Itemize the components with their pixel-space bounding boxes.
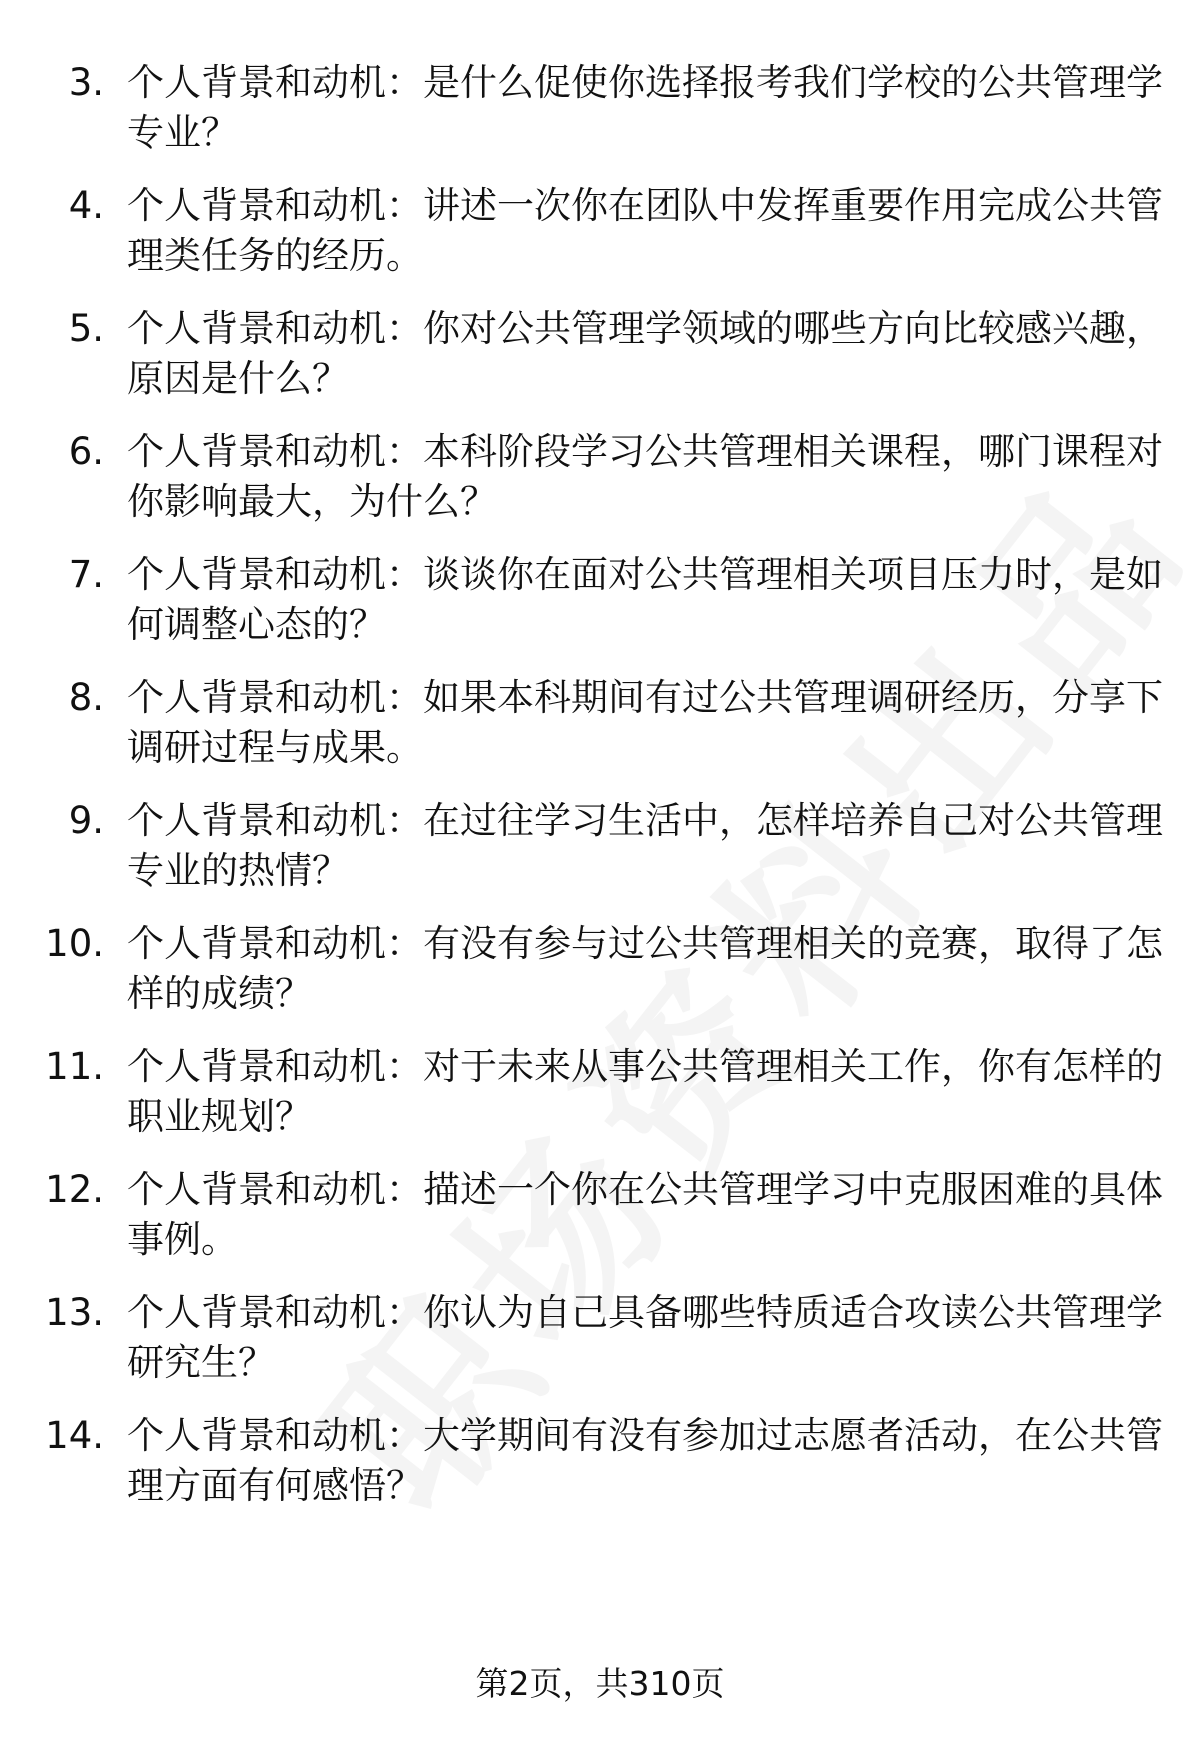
question-number: 11. (45, 1045, 104, 1088)
question-number: 7. (68, 553, 104, 596)
question-line: 调研过程与成果。 (127, 726, 423, 769)
question-text (127, 550, 1163, 650)
question-number: 3. (68, 61, 104, 104)
question-line: 何调整心态的？ (127, 603, 386, 646)
question-number: 10. (45, 922, 104, 965)
question-number: 6. (68, 430, 104, 473)
question-line: 样的成绩？ (127, 972, 312, 1015)
question-number: 13. (45, 1291, 104, 1334)
question-line: 原因是什么？ (127, 357, 349, 400)
question-text (127, 1288, 1163, 1388)
question-line: 理方面有何感悟？ (127, 1464, 423, 1507)
question-line: 专业？ (127, 111, 238, 154)
question-line: 专业的热情？ (127, 849, 349, 892)
question-line: 个人背景和动机：如果本科期间有过公共管理调研经历，分享下 (127, 676, 1163, 719)
page-number-footer: 第2页，共310页 (475, 1664, 725, 1703)
question-text (127, 919, 1163, 1019)
question-number: 14. (45, 1414, 104, 1457)
question-line: 理类任务的经历。 (127, 234, 423, 277)
question-line: 事例。 (127, 1218, 238, 1261)
question-line: 职业规划？ (127, 1095, 312, 1138)
question-line: 研究生？ (127, 1341, 275, 1384)
question-line: 个人背景和动机：描述一个你在公共管理学习中克服困难的具体 (127, 1168, 1163, 1211)
question-line: 个人背景和动机：本科阶段学习公共管理相关课程，哪门课程对 (127, 430, 1163, 473)
question-line: 个人背景和动机：在过往学习生活中，怎样培养自己对公共管理 (127, 799, 1163, 842)
question-line: 个人背景和动机：对于未来从事公共管理相关工作，你有怎样的 (127, 1045, 1163, 1088)
question-text (127, 796, 1163, 896)
question-text (127, 181, 1163, 281)
question-text (127, 427, 1163, 527)
question-line: 个人背景和动机：你对公共管理学领域的哪些方向比较感兴趣， (127, 307, 1163, 350)
question-text (127, 1411, 1163, 1511)
question-number: 5. (68, 307, 104, 350)
question-line: 个人背景和动机：谈谈你在面对公共管理相关项目压力时，是如 (127, 553, 1163, 596)
question-line: 个人背景和动机：大学期间有没有参加过志愿者活动，在公共管 (127, 1414, 1163, 1457)
question-line: 个人背景和动机：你认为自己具备哪些特质适合攻读公共管理学 (127, 1291, 1163, 1334)
question-text (127, 58, 1163, 158)
question-line: 你影响最大，为什么？ (127, 480, 497, 523)
question-line: 个人背景和动机：有没有参与过公共管理相关的竞赛，取得了怎 (127, 922, 1163, 965)
question-number: 12. (45, 1168, 104, 1211)
question-number: 8. (68, 676, 104, 719)
question-text (127, 1042, 1163, 1142)
question-number: 4. (68, 184, 104, 227)
question-line: 个人背景和动机：是什么促使你选择报考我们学校的公共管理学 (127, 61, 1163, 104)
question-line: 个人背景和动机：讲述一次你在团队中发挥重要作用完成公共管 (127, 184, 1163, 227)
question-number: 9. (68, 799, 104, 842)
question-text (127, 1165, 1163, 1265)
question-text (127, 304, 1163, 404)
question-text (127, 673, 1163, 773)
